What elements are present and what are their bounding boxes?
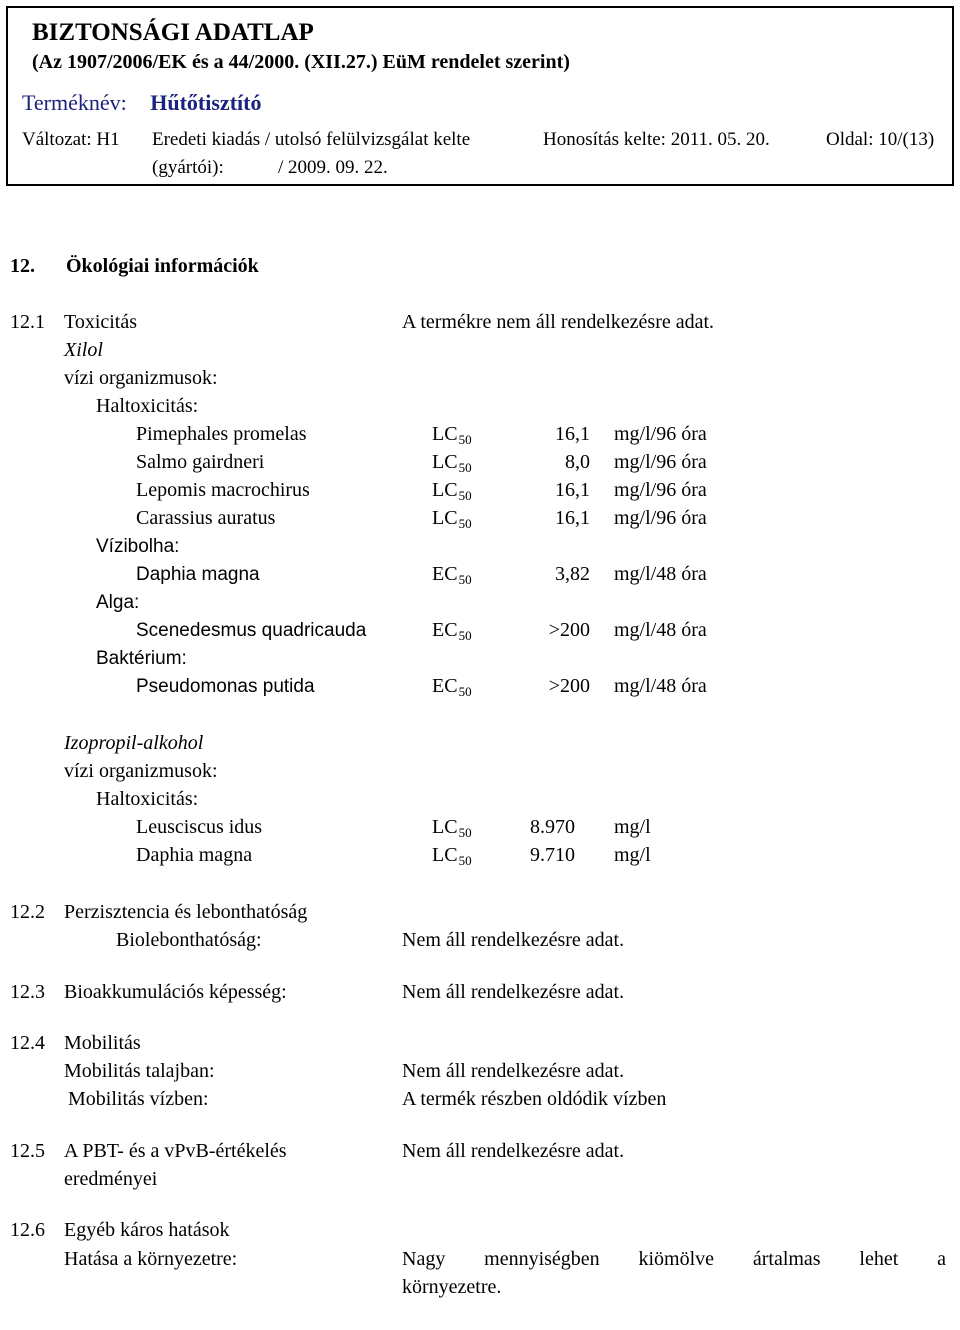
species-name: Scenedesmus quadricauda bbox=[136, 620, 367, 641]
mobility-label: Mobilitás bbox=[64, 1032, 141, 1054]
species-name: Leusciscus idus bbox=[136, 816, 263, 838]
issue-label: Eredeti kiadás / utolsó felülvizsgálat kelte bbox=[152, 129, 471, 150]
other-effects-label: Egyéb káros hatások bbox=[64, 1219, 230, 1241]
subsection-number-12-1: 12.1 bbox=[10, 311, 45, 333]
species-name: Lepomis macrochirus bbox=[136, 479, 310, 501]
subsection-number-12-5: 12.5 bbox=[10, 1140, 45, 1162]
endpoint: $EC_{50}$ bbox=[432, 563, 472, 587]
bioaccumulation-value: Nem áll rendelkezésre adat. bbox=[402, 981, 625, 1003]
endpoint: $LC_{50}$ bbox=[432, 423, 472, 447]
tox-value: 16,1 bbox=[555, 479, 590, 501]
product-name-row bbox=[22, 92, 261, 114]
aquatic-label: vízi organizmusok: bbox=[64, 367, 218, 389]
version: Változat: H1 bbox=[22, 129, 120, 150]
tox-unit: mg/l/48 óra bbox=[614, 563, 707, 585]
document-subtitle: (Az 1907/2006/EK és a 44/2000. (XII.27.) EüM rendelet szerint) bbox=[32, 51, 570, 73]
word: lehet bbox=[859, 1248, 899, 1270]
tox-value: >200 bbox=[548, 619, 590, 641]
word: Nagy bbox=[402, 1248, 446, 1270]
daphnia-label: Vízibolha: bbox=[96, 536, 180, 557]
species-name: Daphia magna bbox=[136, 844, 253, 866]
tox-unit: mg/l/48 óra bbox=[614, 675, 707, 697]
pbt-value: Nem áll rendelkezésre adat. bbox=[402, 1140, 625, 1162]
product-name: Hűtőtisztító bbox=[150, 90, 262, 115]
document-title: BIZTONSÁGI ADATLAP bbox=[32, 19, 314, 46]
water-mobility-label: Mobilitás vízben: bbox=[68, 1088, 209, 1110]
substance-isopropanol: Izopropil-alkohol bbox=[64, 732, 204, 754]
biodegradability-label: Biolebonthatóság: bbox=[116, 929, 262, 951]
algae-label: Alga: bbox=[96, 592, 140, 613]
section-title: Ökológiai információk bbox=[66, 255, 259, 277]
endpoint: $LC_{50}$ bbox=[432, 844, 472, 868]
aquatic-label: vízi organizmusok: bbox=[64, 760, 218, 782]
subsection-number-12-2: 12.2 bbox=[10, 901, 45, 923]
tox-unit: mg/l/48 óra bbox=[614, 619, 707, 641]
endpoint: $LC_{50}$ bbox=[432, 451, 472, 475]
pbt-label-2: eredményei bbox=[64, 1168, 158, 1190]
page-number: Oldal: 10/(13) bbox=[826, 129, 935, 150]
tox-unit: mg/l bbox=[614, 816, 651, 838]
tox-unit: mg/l/96 óra bbox=[614, 507, 707, 529]
tox-unit: mg/l/96 óra bbox=[614, 423, 707, 445]
toxicity-label: Toxicitás bbox=[64, 311, 138, 333]
issue-date: / 2009. 09. 22. bbox=[278, 157, 388, 178]
bacteria-label: Baktérium: bbox=[96, 648, 187, 669]
tox-unit: mg/l/96 óra bbox=[614, 479, 707, 501]
word: a bbox=[937, 1248, 946, 1270]
tox-value: 16,1 bbox=[555, 423, 590, 445]
naturalization-date: Honosítás kelte: 2011. 05. 20. bbox=[543, 129, 770, 150]
word: kiömölve bbox=[638, 1248, 715, 1270]
subsection-number-12-4: 12.4 bbox=[10, 1032, 45, 1054]
species-name: Salmo gairdneri bbox=[136, 451, 265, 473]
word: mennyiségben bbox=[484, 1248, 600, 1270]
subsection-number-12-3: 12.3 bbox=[10, 981, 45, 1003]
tox-value: 9.710 bbox=[530, 844, 575, 866]
issue-label-2: (gyártói): bbox=[152, 157, 224, 178]
environment-effect-value bbox=[402, 1249, 946, 1269]
pbt-label: A PBT- és a vPvB-értékelés bbox=[64, 1140, 287, 1162]
tox-value: 3,82 bbox=[555, 563, 590, 585]
word: ártalmas bbox=[752, 1248, 821, 1270]
species-name: Pseudomonas putida bbox=[136, 676, 315, 697]
substance-xilol: Xilol bbox=[64, 339, 103, 361]
endpoint: $EC_{50}$ bbox=[432, 619, 472, 643]
species-name: Pimephales promelas bbox=[136, 423, 307, 445]
subsection-number-12-6: 12.6 bbox=[10, 1219, 45, 1241]
section-number: 12. bbox=[10, 255, 35, 277]
water-mobility-value: A termék részben oldódik vízben bbox=[402, 1088, 667, 1110]
tox-value: >200 bbox=[548, 675, 590, 697]
bioaccumulation-label: Bioakkumulációs képesség: bbox=[64, 981, 287, 1003]
tox-value: 8.970 bbox=[530, 816, 575, 838]
tox-value: 8,0 bbox=[565, 451, 590, 473]
fish-toxicity-label: Haltoxicitás: bbox=[96, 788, 199, 810]
environment-effect-value-line2: környezetre. bbox=[402, 1276, 502, 1298]
species-name: Carassius auratus bbox=[136, 507, 276, 529]
biodegradability-value: Nem áll rendelkezésre adat. bbox=[402, 929, 625, 951]
soil-mobility-label: Mobilitás talajban: bbox=[64, 1060, 215, 1082]
tox-unit: mg/l/96 óra bbox=[614, 451, 707, 473]
endpoint: $LC_{50}$ bbox=[432, 479, 472, 503]
endpoint: $LC_{50}$ bbox=[432, 507, 472, 531]
tox-value: 16,1 bbox=[555, 507, 590, 529]
species-name: Daphia magna bbox=[136, 564, 260, 585]
endpoint: $LC_{50}$ bbox=[432, 816, 472, 840]
persistence-label: Perzisztencia és lebonthatóság bbox=[64, 901, 308, 923]
product-label: Terméknév: bbox=[22, 90, 127, 115]
environment-effect-label: Hatása a környezetre: bbox=[64, 1248, 238, 1270]
fish-toxicity-label: Haltoxicitás: bbox=[96, 395, 199, 417]
toxicity-note: A termékre nem áll rendelkezésre adat. bbox=[402, 311, 715, 333]
soil-mobility-value: Nem áll rendelkezésre adat. bbox=[402, 1060, 625, 1082]
tox-unit: mg/l bbox=[614, 844, 651, 866]
endpoint: $EC_{50}$ bbox=[432, 675, 472, 699]
